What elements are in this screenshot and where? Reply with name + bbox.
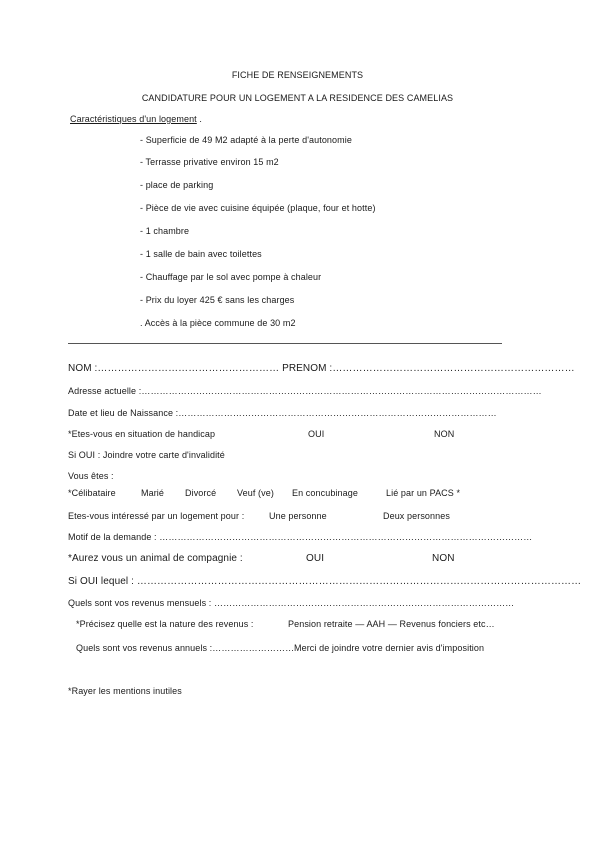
revenus-mensuels-line[interactable]: Quels sont vos revenus mensuels : ……………………………………………………………………………………… [68,598,515,608]
statut-option[interactable]: *Célibataire [68,488,116,498]
form-subtitle: CANDIDATURE POUR UN LOGEMENT A LA RESIDENCE DES CAMELIAS [141,93,454,103]
lequel-line[interactable]: Si OUI lequel : …………………………………………………………………………………………………………………… [68,576,582,587]
statut-option[interactable]: Lié par un PACS * [386,488,461,498]
characteristic-item: - Terrasse privative environ 15 m2 [140,157,279,167]
characteristic-item: - Pièce de vie avec cuisine équipée (plaque, four et hotte) [140,203,376,213]
invalidite-note: Si OUI : Joindre votre carte d'invalidité [68,450,225,460]
separator-line [68,343,502,344]
handicap-oui[interactable]: OUI [308,429,325,439]
statut-option[interactable]: Divorcé [185,488,217,498]
characteristic-item: - Prix du loyer 425 € sans les charges [140,295,295,305]
footer-note: *Rayer les mentions inutiles [68,686,182,696]
nature-revenus-question: *Précisez quelle est la nature des revenus : [76,619,254,629]
handicap-non[interactable]: NON [434,429,455,439]
handicap-question: *Etes-vous en situation de handicap [68,429,216,439]
statut-option[interactable]: En concubinage [292,488,358,498]
statut-option[interactable]: Veuf (ve) [237,488,274,498]
animal-question: *Aurez vous un animal de compagnie : [68,553,243,564]
characteristic-item: - Superficie de 49 M2 adapté à la perte d'autonomie [140,135,352,145]
nom-prenom-line[interactable]: NOM :……………………………………………… PRENOM :……………………………………………………………… [68,363,575,374]
statut-option[interactable]: Marié [141,488,165,498]
characteristic-item: - 1 salle de bain avec toilettes [140,249,262,259]
animal-non[interactable]: NON [432,553,455,564]
characteristic-item: - Chauffage par le sol avec pompe à chaleur [140,272,322,282]
characteristics-heading [70,114,202,125]
adresse-line[interactable]: Adresse actuelle :…………………………………………………………………………………………………………………… [68,386,542,396]
vous-etes-label: Vous êtes : [68,471,114,481]
animal-oui[interactable]: OUI [306,553,325,564]
avis-imposition-note: Merci de joindre votre dernier avis d'imposition [294,643,485,653]
revenus-annuels-line[interactable]: Quels sont vos revenus annuels :……………………… [76,643,295,653]
logement-option-une[interactable]: Une personne [269,511,327,521]
characteristic-item: . Accès à la pièce commune de 30 m2 [140,318,296,328]
nature-revenus-options[interactable]: Pension retraite — AAH — Revenus fonciers etc… [288,619,495,629]
characteristic-item: - 1 chambre [140,226,190,236]
logement-option-deux[interactable]: Deux personnes [383,511,450,521]
logement-pour-question: Etes-vous intéressé par un logement pour : [68,511,245,521]
characteristics-heading-suffix: . [196,114,202,124]
characteristics-heading-text: Caractéristiques d'un logement [70,114,197,124]
characteristic-item: - place de parking [140,180,214,190]
naissance-line[interactable]: Date et lieu de Naissance :…………………………………………………………………………………………… [68,408,497,418]
motif-line[interactable]: Motif de la demande : …………………………………………………………………………………………………………… [68,532,533,542]
form-title: FICHE DE RENSEIGNEMENTS [231,70,364,80]
